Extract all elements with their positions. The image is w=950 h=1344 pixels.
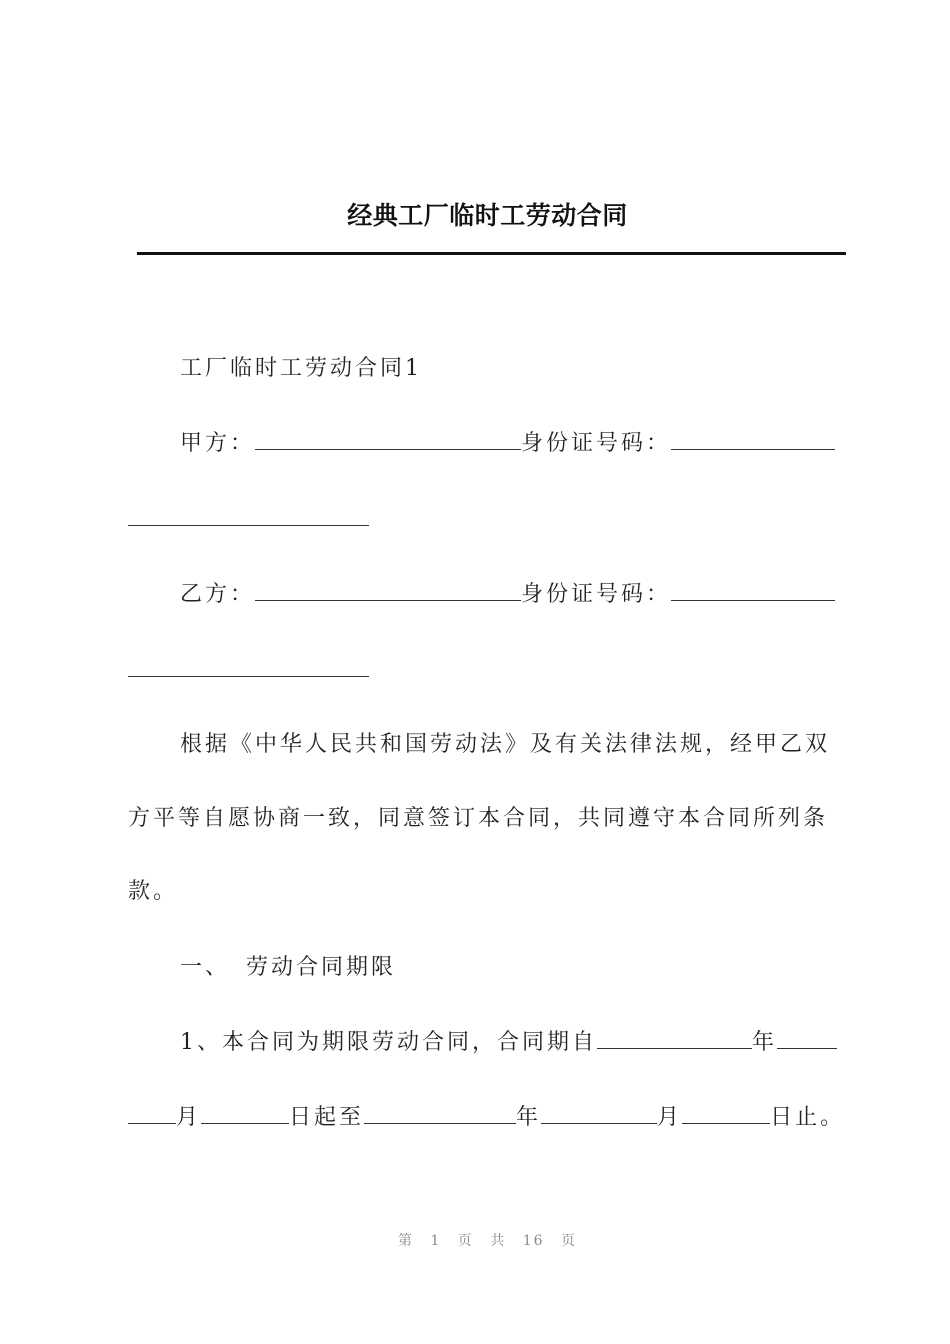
end-month-label: 月 (657, 1105, 683, 1130)
start-day-blank (201, 1103, 289, 1124)
intro-paragraph-line-2: 方平等自愿协商一致，同意签订本合同，共同遵守本合同所列条 (128, 806, 829, 831)
document-title: 经典工厂临时工劳动合同 (347, 201, 628, 230)
end-day-blank (682, 1103, 770, 1124)
party-a-label: 甲方： (180, 431, 256, 456)
clause-1-line-2 (128, 1103, 845, 1133)
party-b-id-continuation (128, 656, 369, 686)
start-month-blank (777, 1028, 837, 1049)
party-a-id-blank (671, 429, 835, 450)
party-a-id-continuation (128, 505, 369, 535)
section-1-heading (180, 953, 396, 983)
party-b-row (180, 580, 835, 610)
intro-paragraph-line-3: 款。 (128, 879, 179, 904)
party-b-id-blank-continued (128, 656, 369, 677)
end-year-label: 年 (516, 1105, 542, 1130)
start-month-blank-continued (128, 1103, 176, 1124)
title-divider (137, 252, 846, 255)
start-year-label: 年 (752, 1030, 778, 1055)
clause-1-text: 1、本合同为期限劳动合同，合同期自 (180, 1030, 597, 1055)
section-1-number: 一、 (180, 955, 231, 980)
day-end-label: 日止。 (770, 1105, 846, 1130)
party-b-name-blank (255, 580, 521, 601)
party-a-id-blank-continued (128, 505, 369, 526)
party-a-id-label: 身份证号码： (521, 431, 672, 456)
party-b-label: 乙方： (180, 582, 256, 607)
clause-1-line-1 (180, 1028, 837, 1058)
end-year-blank (364, 1103, 516, 1124)
party-a-name-blank (255, 429, 521, 450)
start-year-blank (597, 1028, 752, 1049)
intro-paragraph-line-1: 根据《中华人民共和国劳动法》及有关法律法规，经甲乙双 (180, 732, 831, 757)
end-month-blank (541, 1103, 657, 1124)
start-month-label: 月 (176, 1105, 202, 1130)
party-a-row (180, 429, 835, 459)
contract-heading: 工厂临时工劳动合同1 (180, 356, 422, 381)
party-b-id-blank (671, 580, 835, 601)
section-1-title: 劳动合同期限 (246, 955, 397, 980)
day-from-label: 日起至 (289, 1105, 365, 1130)
page-number-footer: 第 1 页 共 16 页 (398, 1233, 577, 1249)
party-b-id-label: 身份证号码： (521, 582, 672, 607)
